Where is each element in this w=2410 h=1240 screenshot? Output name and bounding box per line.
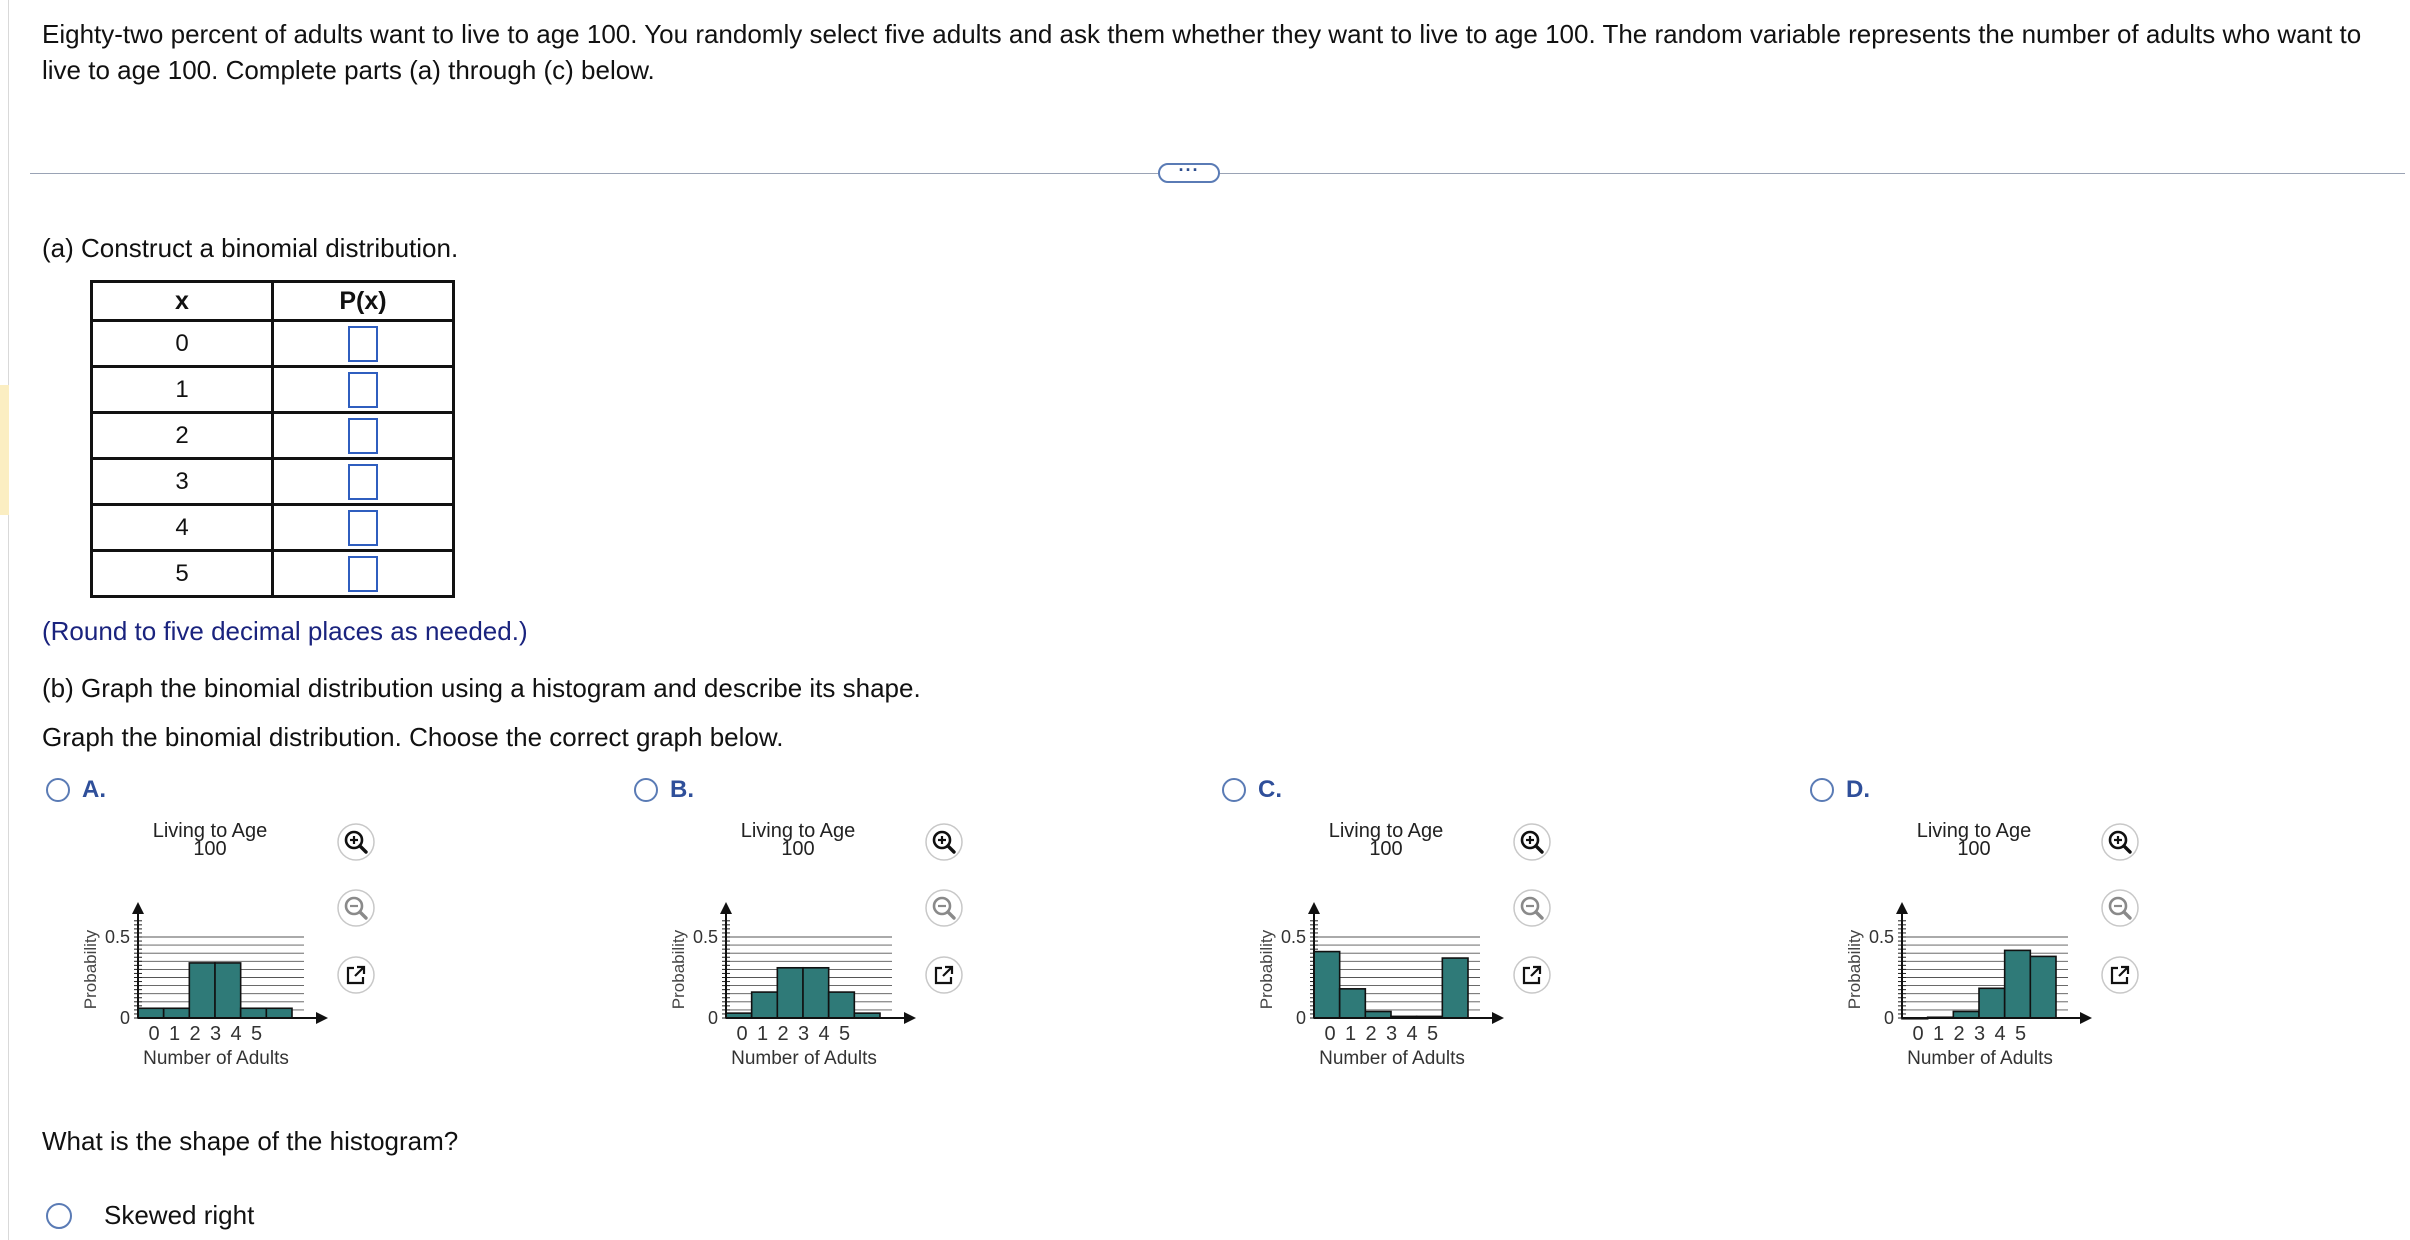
zoom-in-icon[interactable] (2100, 822, 2140, 862)
px-cell (273, 367, 454, 413)
px-cell (273, 551, 454, 597)
answer-input-p3[interactable] (348, 464, 378, 500)
x-axis-label: Number of Adults (1907, 1048, 2053, 1069)
x-tick-label: 4 (230, 1023, 242, 1045)
y-tick-label: 0 (1883, 1008, 1894, 1028)
histogram-bar (266, 1008, 292, 1018)
external-link-icon[interactable] (924, 955, 964, 995)
chart-title: 100 (193, 838, 227, 860)
y-axis-label: Probability (669, 929, 688, 1010)
chart-title: Living to Age (1916, 820, 2032, 842)
x-cell: 5 (92, 551, 273, 597)
x-tick-label: 3 (1385, 1023, 1398, 1045)
x-tick-label: 5 (1426, 1023, 1439, 1045)
zoom-out-icon[interactable] (1512, 888, 1552, 928)
external-link-icon[interactable] (2100, 955, 2140, 995)
y-tick-label: 0 (1295, 1008, 1306, 1028)
external-link-icon[interactable] (1512, 955, 1552, 995)
histogram-bar (1340, 989, 1366, 1018)
binomial-table (90, 280, 455, 598)
x-cell: 1 (92, 367, 273, 413)
chart-title: Living to Age (1328, 820, 1444, 842)
graph-instruction: Graph the binomial distribution. Choose the correct graph below. (42, 722, 784, 752)
table-row (92, 321, 454, 367)
x-tick-label: 0 (1912, 1023, 1924, 1045)
y-tick-label: 0.5 (692, 927, 718, 947)
x-tick-label: 3 (209, 1023, 222, 1045)
px-cell (273, 413, 454, 459)
histogram-bar (241, 1008, 267, 1018)
answer-input-p5[interactable] (348, 556, 378, 592)
x-tick-label: 2 (1953, 1023, 1965, 1045)
x-cell: 4 (92, 505, 273, 551)
histogram-bar (2030, 956, 2056, 1018)
rounding-note: (Round to five decimal places as needed.) (42, 616, 528, 646)
table-row (92, 505, 454, 551)
x-axis-label: Number of Adults (143, 1048, 289, 1069)
option-radio-2[interactable] (634, 778, 658, 802)
y-tick-label: 0.5 (104, 927, 130, 947)
x-tick-label: 3 (797, 1023, 810, 1045)
shape-choice-label: Skewed right (104, 1200, 255, 1230)
histogram-chart (648, 810, 948, 1090)
x-cell: 2 (92, 413, 273, 459)
histogram-bar (138, 1008, 164, 1018)
x-tick-label: 5 (250, 1023, 263, 1045)
more-button[interactable]: ··· (1158, 163, 1220, 183)
y-axis-label: Probability (1845, 929, 1864, 1010)
y-axis-arrow (1308, 902, 1320, 914)
x-tick-label: 4 (818, 1023, 830, 1045)
chart-title: Living to Age (740, 820, 856, 842)
x-tick-label: 0 (736, 1023, 748, 1045)
y-tick-label: 0.5 (1868, 927, 1894, 947)
zoom-out-icon[interactable] (336, 888, 376, 928)
x-tick-label: 1 (1932, 1023, 1945, 1045)
table-row (92, 551, 454, 597)
y-axis-arrow (132, 902, 144, 914)
option-letter: D. (1846, 776, 1870, 803)
px-cell (273, 459, 454, 505)
x-tick-label: 2 (777, 1023, 789, 1045)
x-tick-label: 5 (2014, 1023, 2027, 1045)
px-cell (273, 321, 454, 367)
histogram-bar (1979, 988, 2005, 1018)
part-a-prompt: (a) Construct a binomial distribution. (42, 233, 459, 263)
answer-input-p1[interactable] (348, 372, 378, 408)
y-axis-label: Probability (1257, 929, 1276, 1010)
shape-choice-radio[interactable] (46, 1203, 72, 1229)
option-letter: B. (670, 776, 694, 803)
histogram-chart (1236, 810, 1536, 1090)
option-radio-4[interactable] (1810, 778, 1834, 802)
x-axis-arrow (316, 1012, 328, 1024)
px-column-header: P(x) (273, 282, 454, 321)
question-text: Eighty-two percent of adults want to live to age 100. You randomly select five adults and ask them whether they want to live to age 100. The random variable represents the number of adults who want to live to age 100. Complete parts (a) through (c) below. (42, 19, 2362, 85)
x-tick-label: 0 (148, 1023, 160, 1045)
part-b-prompt: (b) Graph the binomial distribution using a histogram and describe its shape. (42, 673, 921, 703)
x-axis-label: Number of Adults (1319, 1048, 1465, 1069)
left-border (8, 0, 9, 1240)
x-tick-label: 2 (1365, 1023, 1377, 1045)
histogram-bar (803, 968, 829, 1018)
chart-title: 100 (781, 838, 815, 860)
x-tick-label: 4 (1406, 1023, 1418, 1045)
y-tick-label: 0 (707, 1008, 718, 1028)
option-radio-1[interactable] (46, 778, 70, 802)
table-row (92, 459, 454, 505)
histogram-bar (777, 968, 803, 1018)
y-axis-label: Probability (81, 929, 100, 1010)
x-column-header: x (92, 282, 273, 321)
chart-title: Living to Age (152, 820, 268, 842)
option-letter: C. (1258, 776, 1282, 803)
x-tick-label: 4 (1994, 1023, 2006, 1045)
x-tick-label: 5 (838, 1023, 851, 1045)
y-axis-arrow (1896, 902, 1908, 914)
histogram-bar (189, 963, 215, 1018)
chart-title: 100 (1957, 838, 1991, 860)
y-tick-label: 0 (119, 1008, 130, 1028)
zoom-in-icon[interactable] (336, 822, 376, 862)
histogram-bar (1442, 958, 1468, 1018)
table-row (92, 413, 454, 459)
zoom-in-icon[interactable] (924, 822, 964, 862)
table-row (92, 367, 454, 413)
answer-input-p2[interactable] (348, 418, 378, 454)
histogram-bar (164, 1008, 190, 1018)
option-letter: A. (82, 776, 106, 803)
px-cell (273, 505, 454, 551)
x-tick-label: 1 (168, 1023, 181, 1045)
x-axis-arrow (904, 1012, 916, 1024)
histogram-bar (2005, 950, 2031, 1018)
x-tick-label: 0 (1324, 1023, 1336, 1045)
answer-input-p4[interactable] (348, 510, 378, 546)
chart-title: 100 (1369, 838, 1403, 860)
histogram-bar (1314, 952, 1340, 1018)
table-header-row (92, 282, 454, 321)
x-axis-arrow (2080, 1012, 2092, 1024)
x-tick-label: 1 (1344, 1023, 1357, 1045)
external-link-icon[interactable] (336, 955, 376, 995)
histogram-chart (1824, 810, 2124, 1090)
answer-input-p0[interactable] (348, 326, 378, 362)
x-tick-label: 3 (1973, 1023, 1986, 1045)
histogram-bar (215, 963, 241, 1018)
histogram-bar (829, 992, 855, 1018)
shape-question: What is the shape of the histogram? (42, 1126, 459, 1156)
x-axis-arrow (1492, 1012, 1504, 1024)
zoom-in-icon[interactable] (1512, 822, 1552, 862)
x-tick-label: 1 (756, 1023, 769, 1045)
x-tick-label: 2 (189, 1023, 201, 1045)
x-axis-label: Number of Adults (731, 1048, 877, 1069)
histogram-bar (752, 992, 778, 1018)
y-axis-arrow (720, 902, 732, 914)
left-highlight-tab (0, 385, 9, 515)
zoom-out-icon[interactable] (924, 888, 964, 928)
option-radio-3[interactable] (1222, 778, 1246, 802)
histogram-chart (60, 810, 360, 1090)
y-tick-label: 0.5 (1280, 927, 1306, 947)
x-cell: 0 (92, 321, 273, 367)
zoom-out-icon[interactable] (2100, 888, 2140, 928)
x-cell: 3 (92, 459, 273, 505)
